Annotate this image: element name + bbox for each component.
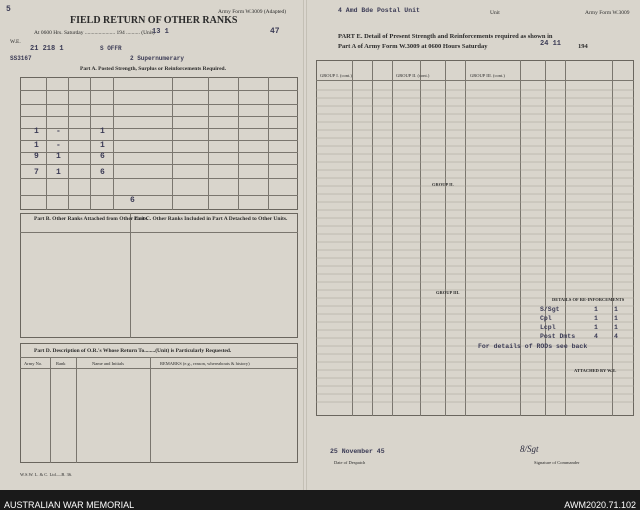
part-a-title: Part A. Posted Strength, Surplus or Reinforcements Required.	[80, 66, 226, 72]
row-col2-4: 1	[56, 168, 61, 177]
part-b-title: Part B. Other Ranks Attached from Other Units.	[34, 216, 149, 222]
details-note: For details of RODs see back	[478, 343, 588, 350]
detail-3-label: Post Dmts	[540, 333, 576, 340]
we-values: 21 218 1	[30, 45, 64, 53]
signature: 8/Sgt	[520, 444, 539, 454]
serial-no: 47	[270, 27, 280, 36]
row-col2-2: 1	[56, 152, 61, 161]
part-d-col-army: Army No.	[24, 361, 43, 366]
unit-suffix: Unit	[490, 10, 500, 16]
footer-bar	[0, 490, 640, 509]
col-header-1: GROUP I. (cont.)	[320, 73, 352, 78]
unit-handwritten: 4 Amd Bde Postal Unit	[338, 7, 420, 14]
detail-1-b: 1	[614, 315, 618, 322]
detail-2-label: Lcpl	[540, 324, 556, 331]
details-title: DETAILS OF RE-INFORCEMENTS	[552, 297, 625, 302]
detail-0-label: S/Sgt	[540, 306, 560, 313]
part-d-col-remarks: REMARKS (e.g., reason, whereabouts & history)	[160, 361, 250, 366]
supernumerary: 2 Supernumerary	[130, 55, 185, 62]
unit-code: SS3167	[10, 55, 32, 62]
we-suffix: S OFFR	[100, 45, 122, 52]
part-d-col-rank: Rank	[56, 361, 66, 366]
part-d-title: Part D. Description of O.R.'s Whose Return To........(Unit) is Particularly Requested.	[34, 348, 232, 354]
col-header-3: GROUP III. (cont.)	[470, 73, 505, 78]
part-a-table	[20, 77, 298, 210]
part-e-year: 194	[578, 43, 588, 50]
form-title: FIELD RETURN OF OTHER RANKS	[70, 15, 238, 26]
dispatch-label: Date of Despatch	[334, 460, 366, 465]
detail-3-a: 4	[594, 333, 598, 340]
left-form-ref: Army Form W.3009 (Adapted)	[218, 9, 287, 15]
row-col3-0: 1	[100, 127, 105, 136]
right-form-ref: Army Form W.3009	[585, 10, 630, 16]
part-e-title: PART E. Detail of Present Strength and Reinforcements required as shown in	[338, 33, 553, 40]
we-label: W.E.	[10, 39, 21, 45]
row-col1-0: 1	[34, 127, 39, 136]
attached-label: ATTACHED BY W.E.	[574, 368, 617, 373]
part-d-col-name: Name and Initials	[92, 361, 124, 366]
row-col1-4: 7	[34, 168, 39, 177]
group-3-label: GROUP III.	[436, 290, 460, 295]
part-c-title: Part C. Other Ranks Included in Part A Detached to Other Units.	[134, 216, 288, 222]
date-handwritten: 13 1	[152, 28, 169, 36]
dispatch-date: 25 November 45	[330, 448, 385, 455]
detail-1-a: 1	[594, 315, 598, 322]
footer-right: AWM2020.71.102	[564, 500, 636, 510]
row-col3-1: 1	[100, 141, 105, 150]
detail-2-b: 1	[614, 324, 618, 331]
part-e-subtitle: Part A of Army Form W.3009 at 0600 Hours Saturday	[338, 43, 488, 50]
row-col3-2: 6	[100, 152, 105, 161]
row-lines	[316, 82, 634, 416]
row-col2-0: -	[56, 127, 61, 136]
detail-0-a: 1	[594, 306, 598, 313]
signature-label: Signature of Commander	[534, 460, 580, 465]
footer-left: AUSTRALIAN WAR MEMORIAL	[4, 500, 135, 510]
detail-2-a: 1	[594, 324, 598, 331]
time-line: At 0600 Hrs. Saturday ...................... 194 .......... (Unit)	[34, 30, 155, 36]
row-col1-1: 1	[34, 141, 39, 150]
detail-1-label: Cpl	[540, 315, 552, 322]
row-col3-4: 6	[100, 168, 105, 177]
detail-0-b: 1	[614, 306, 618, 313]
detail-3-b: 4	[614, 333, 618, 340]
col-header-2: GROUP II. (cont.)	[396, 73, 430, 78]
page-fold	[303, 0, 307, 490]
row-col1-2: 9	[34, 152, 39, 161]
group-2-label: GROUP II.	[432, 182, 454, 187]
corner-mark: 5	[6, 5, 11, 14]
printer-note: W.S.W. L. & C. Ltd.—B. 36.	[20, 472, 73, 477]
row-col2-1: -	[56, 141, 61, 150]
part-a-total: 6	[130, 196, 135, 205]
part-e-date: 24 11	[540, 40, 562, 48]
